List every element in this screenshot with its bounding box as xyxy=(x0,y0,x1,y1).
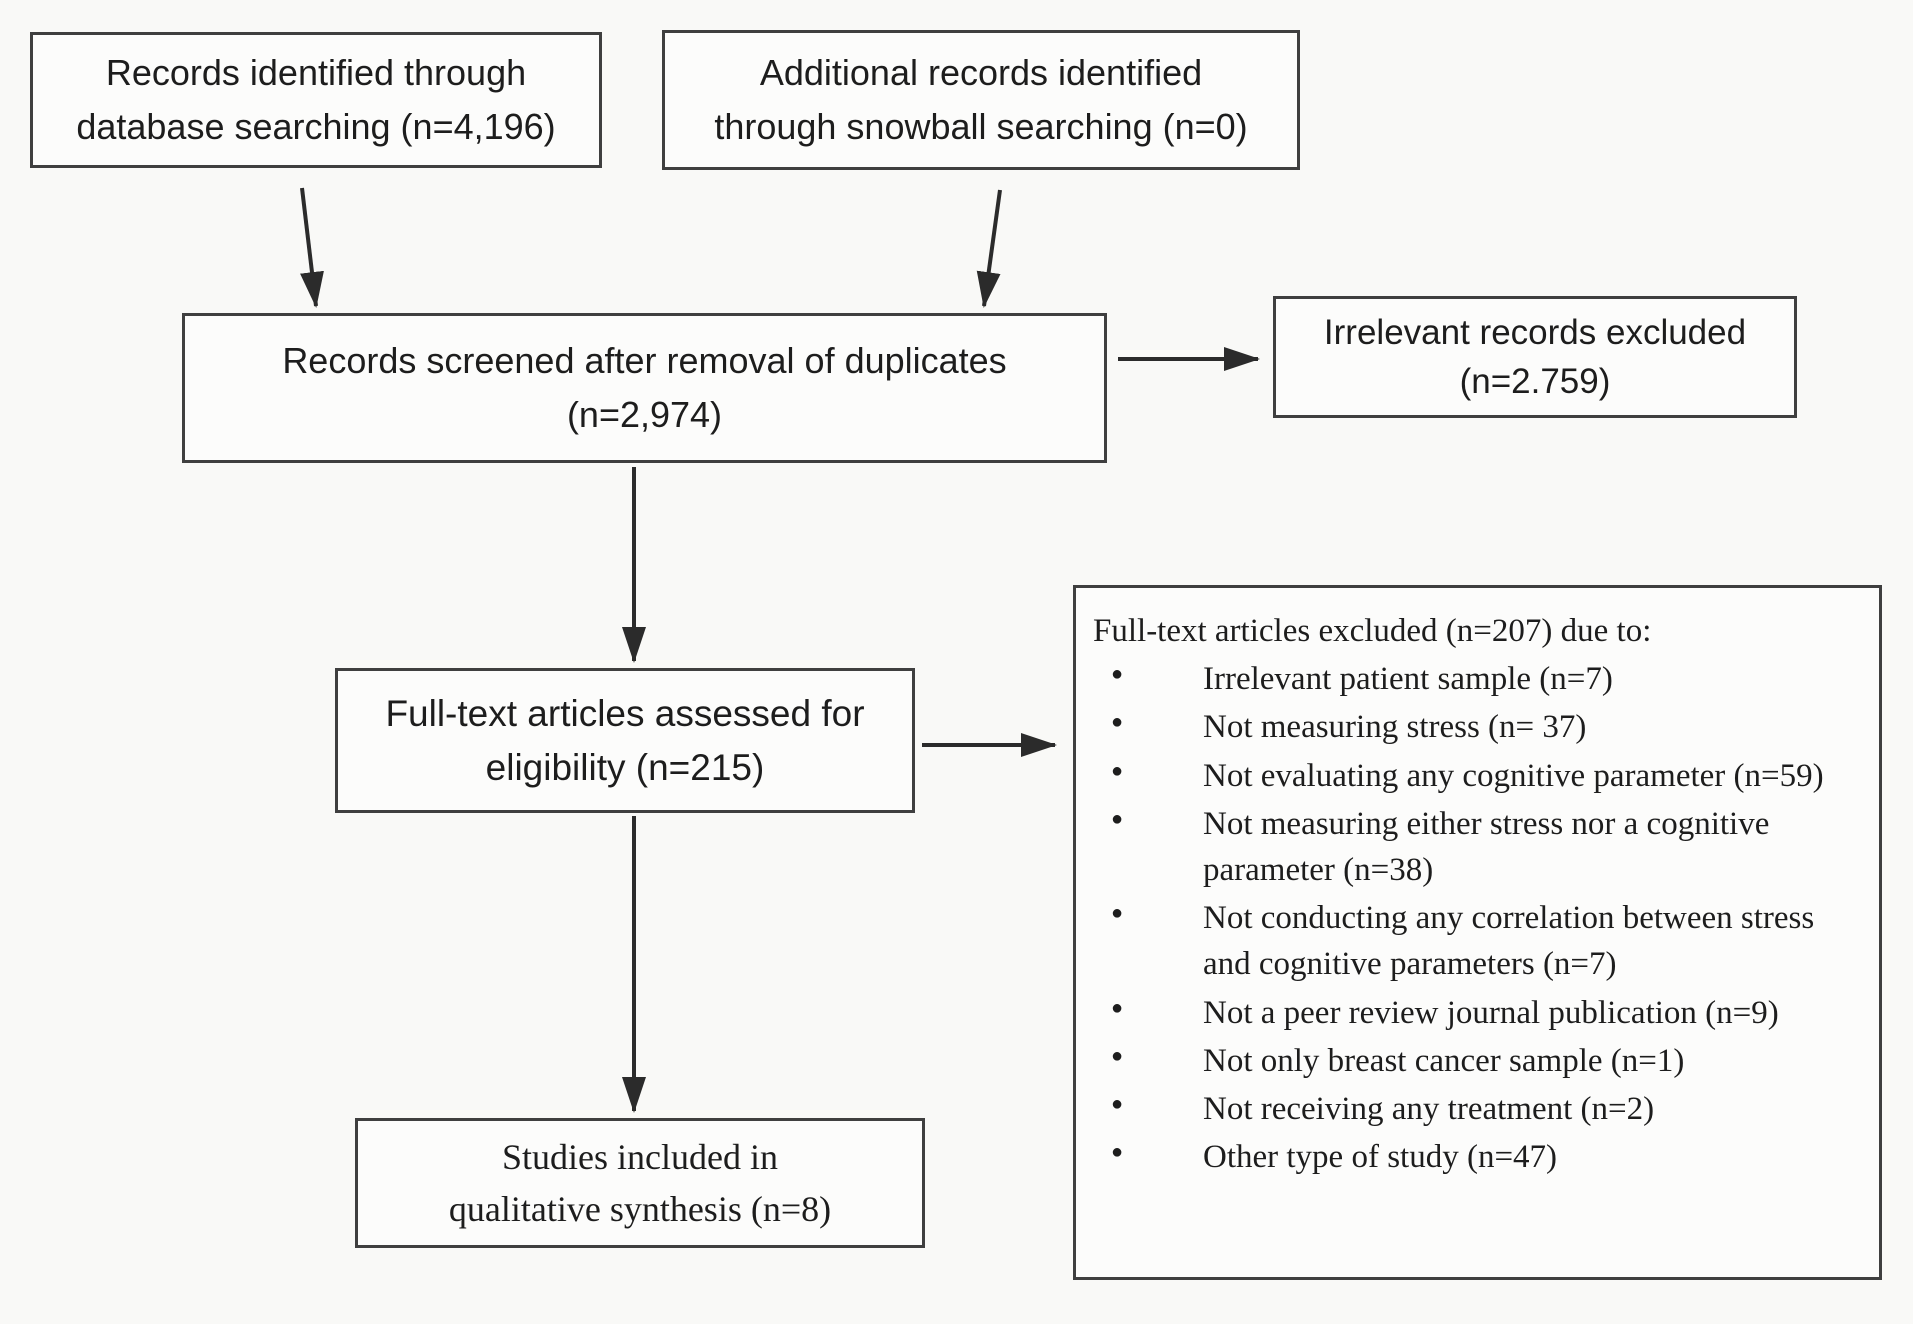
bullet-icon: ● xyxy=(1111,1044,1124,1067)
fulltext-excluded-list xyxy=(1093,656,1861,1182)
box-irrelevant-records-excluded xyxy=(1273,296,1797,418)
fulltext-excluded-heading: Full-text articles excluded (n=207) due to: xyxy=(1093,613,1652,649)
excluded-reason-text: Not a peer review journal publication (n=9) xyxy=(1203,994,1779,1031)
bullet-icon: ● xyxy=(1111,996,1124,1019)
box-studies-included-line1: Studies included in xyxy=(502,1136,778,1177)
box-studies-included xyxy=(355,1118,925,1248)
excluded-reason-text: Irrelevant patient sample (n=7) xyxy=(1203,661,1613,698)
excluded-reason-item xyxy=(1093,753,1861,799)
box-fulltext-excluded xyxy=(1073,585,1882,1280)
box-records-screened-line2: (n=2,974) xyxy=(566,394,723,435)
excluded-reason-text: Not measuring stress (n= 37) xyxy=(1203,709,1587,746)
excluded-reason-text: Not receiving any treatment (n=2) xyxy=(1203,1090,1655,1127)
box-records-screened xyxy=(182,313,1107,463)
bullet-icon: ● xyxy=(1111,1141,1124,1164)
box-records-identified xyxy=(30,32,602,168)
bullet-icon: ● xyxy=(1111,663,1124,686)
excluded-reason-text: Not evaluating any cognitive parameter (n=59) xyxy=(1203,757,1824,794)
arrow-snowball-to-screened-icon xyxy=(984,190,1000,306)
box-additional-records-line1: Additional records identified xyxy=(759,52,1203,93)
box-additional-records-line2: through snowball searching (n=0) xyxy=(714,106,1248,147)
bullet-icon: ● xyxy=(1111,807,1124,830)
bullet-icon: ● xyxy=(1111,902,1124,925)
box-fulltext-assessed xyxy=(335,668,915,813)
excluded-reason-item xyxy=(1093,1086,1861,1132)
excluded-reason-text: Not conducting any correlation between stress and cognitive parameters (n=7) xyxy=(1203,900,1815,983)
excluded-reason-item xyxy=(1093,1134,1861,1180)
excluded-reason-text: Other type of study (n=47) xyxy=(1203,1139,1558,1176)
bullet-icon: ● xyxy=(1111,1092,1124,1115)
box-irrelevant-excluded-line1: Irrelevant records excluded xyxy=(1323,313,1747,352)
box-fulltext-assessed-line2: eligibility (n=215) xyxy=(485,746,765,788)
bullet-icon: ● xyxy=(1111,759,1124,782)
excluded-reason-item xyxy=(1093,990,1861,1036)
box-additional-records xyxy=(662,30,1300,170)
box-studies-included-line2: qualitative synthesis (n=8) xyxy=(448,1189,832,1229)
box-records-identified-line1: Records identified through xyxy=(105,52,527,93)
excluded-reason-text: Not only breast cancer sample (n=1) xyxy=(1203,1042,1685,1079)
excluded-reason-item xyxy=(1093,656,1861,702)
excluded-reason-item xyxy=(1093,704,1861,750)
box-records-identified-line2: database searching (n=4,196) xyxy=(76,106,556,147)
excluded-reason-item xyxy=(1093,895,1861,987)
excluded-reason-item xyxy=(1093,801,1861,893)
excluded-reason-text: Not measuring either stress nor a cognitive parameter (n=38) xyxy=(1203,805,1770,888)
box-fulltext-assessed-line1: Full-text articles assessed for xyxy=(385,692,865,734)
arrow-database-to-screened-icon xyxy=(302,188,316,306)
bullet-icon: ● xyxy=(1111,711,1124,734)
box-records-screened-line1: Records screened after removal of duplicates xyxy=(282,340,1007,381)
box-irrelevant-excluded-line2: (n=2.759) xyxy=(1459,362,1611,401)
excluded-reason-item xyxy=(1093,1038,1861,1084)
